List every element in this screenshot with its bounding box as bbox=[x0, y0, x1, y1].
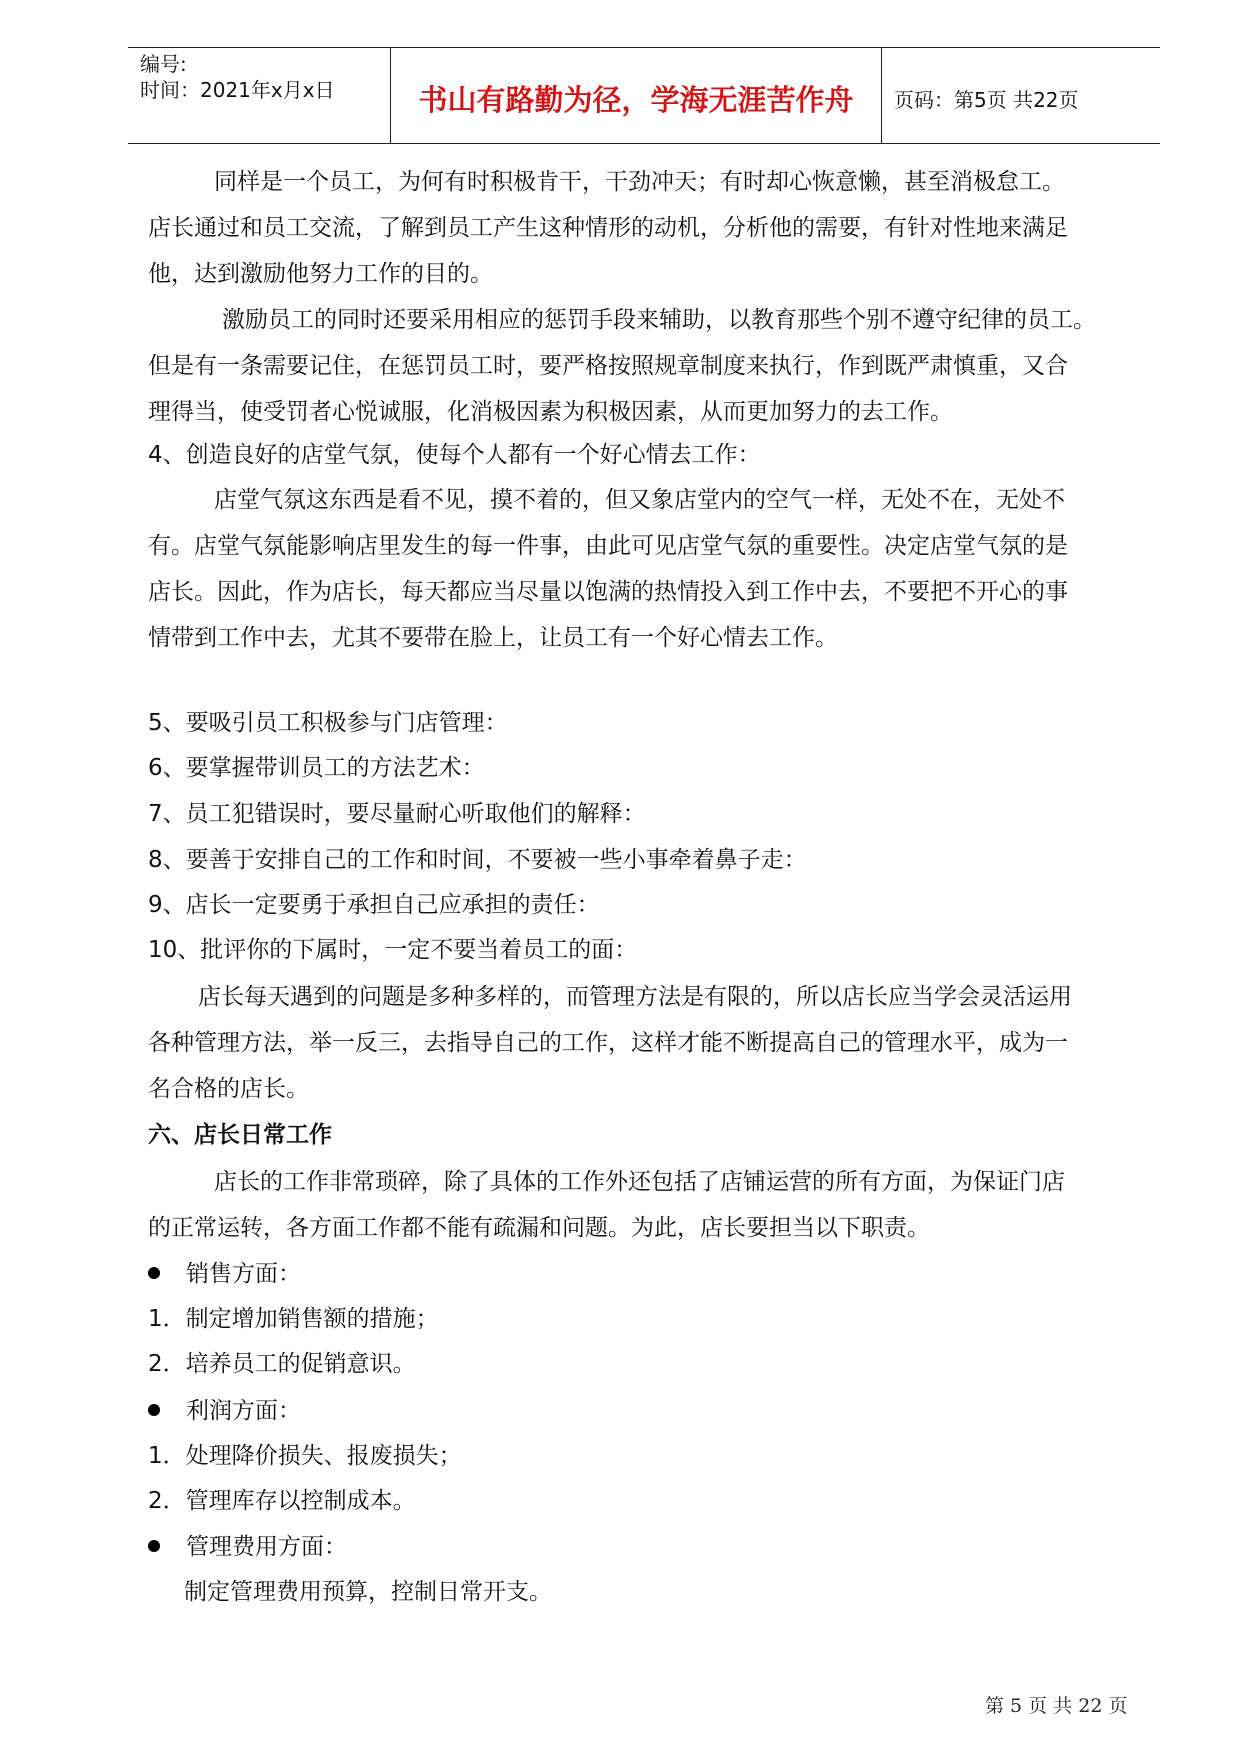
line-text: 但是有一条需要记住，在惩罚员工时，要严格按照规章制度来执行，作到既严肃慎重，又合 bbox=[148, 353, 1068, 379]
bullet-item bbox=[148, 1532, 347, 1562]
text-line bbox=[148, 1349, 416, 1379]
text-line bbox=[184, 1577, 552, 1607]
page-header bbox=[128, 47, 1160, 144]
text-line bbox=[148, 935, 637, 965]
text-line bbox=[148, 351, 1068, 381]
line-text: 2．管理库存以控制成本。 bbox=[148, 1488, 416, 1514]
text-line bbox=[198, 982, 1072, 1012]
bullet-dot-icon bbox=[148, 1404, 160, 1416]
line-text: 有。店堂气氛能影响店里发生的每一件事，由此可见店堂气氛的重要性。决定店堂气氛的是 bbox=[148, 533, 1068, 559]
header-motto: 书山有路勤为径，学海无涯苦作舟 bbox=[418, 83, 854, 117]
header-page-info: 页码：第5页 共22页 bbox=[894, 88, 1079, 112]
text-line bbox=[148, 213, 1068, 243]
bullet-item bbox=[148, 1396, 301, 1426]
text-line bbox=[148, 259, 493, 289]
line-text: 理得当，使受罚者心悦诚服，化消极因素为积极因素，从而更加努力的去工作。 bbox=[148, 399, 953, 425]
line-text: 7、员工犯错误时，要尽量耐心听取他们的解释： bbox=[148, 801, 646, 827]
text-line bbox=[148, 397, 953, 427]
header-page-cell bbox=[880, 48, 1160, 143]
date-label: 时间：2021年x月x日 bbox=[140, 78, 335, 102]
text-line bbox=[214, 1167, 1065, 1197]
text-line bbox=[148, 845, 807, 875]
line-text: 10、批评你的下属时，一定不要当着员工的面： bbox=[148, 937, 638, 963]
bullet-item bbox=[148, 1259, 301, 1289]
text-line bbox=[148, 1486, 416, 1516]
text-line bbox=[214, 485, 1065, 515]
text-line bbox=[148, 1441, 462, 1471]
page-footer: 第 5 页 共 22 页 bbox=[985, 1695, 1128, 1717]
line-text: 店堂气氛这东西是看不见，摸不着的，但又象店堂内的空气一样，无处不在，无处不 bbox=[214, 487, 1065, 513]
line-text: 名合格的店长。 bbox=[148, 1076, 309, 1102]
text-line bbox=[148, 1304, 439, 1334]
line-text: 8、要善于安排自己的工作和时间，不要被一些小事牵着鼻子走： bbox=[148, 847, 807, 873]
line-text: 1．制定增加销售额的措施； bbox=[148, 1306, 439, 1332]
line-text: 的正常运转，各方面工作都不能有疏漏和问题。为此，店长要担当以下职责。 bbox=[148, 1215, 930, 1241]
line-text: 店长的工作非常琐碎，除了具体的工作外还包括了店铺运营的所有方面，为保证门店 bbox=[214, 1169, 1065, 1195]
text-line bbox=[148, 1074, 309, 1104]
line-text: 销售方面： bbox=[186, 1261, 301, 1287]
section-heading bbox=[148, 1120, 332, 1150]
line-text: 6、要掌握带训员工的方法艺术： bbox=[148, 755, 485, 781]
text-line bbox=[148, 890, 600, 920]
text-line bbox=[148, 623, 838, 653]
line-text: 4、创造良好的店堂气氛，使每个人都有一个好心情去工作： bbox=[148, 442, 761, 468]
line-text: 店长通过和员工交流，了解到员工产生这种情形的动机，分析他的需要，有针对性地来满足 bbox=[148, 215, 1068, 241]
text-line bbox=[148, 440, 761, 470]
text-line bbox=[148, 799, 646, 829]
text-line bbox=[148, 577, 1068, 607]
line-text: 情带到工作中去，尤其不要带在脸上，让员工有一个好心情去工作。 bbox=[148, 625, 838, 651]
line-text: 制定管理费用预算，控制日常开支。 bbox=[184, 1579, 552, 1605]
line-text: 2．培养员工的促销意识。 bbox=[148, 1351, 416, 1377]
line-text: 六、店长日常工作 bbox=[148, 1122, 332, 1148]
header-left-cell bbox=[140, 48, 390, 143]
text-line bbox=[148, 531, 1068, 561]
text-line bbox=[222, 305, 1096, 335]
line-text: 店长每天遇到的问题是多种多样的，而管理方法是有限的，所以店长应当学会灵活运用 bbox=[198, 984, 1072, 1010]
line-text: 5、要吸引员工积极参与门店管理： bbox=[148, 710, 508, 736]
text-line bbox=[148, 1213, 930, 1243]
serial-label: 编号: bbox=[140, 52, 187, 76]
text-line bbox=[148, 708, 508, 738]
text-line bbox=[148, 1028, 1068, 1058]
text-line bbox=[148, 753, 485, 783]
bullet-dot-icon bbox=[148, 1540, 160, 1552]
line-text: 利润方面： bbox=[186, 1398, 301, 1424]
text-line bbox=[214, 167, 1065, 197]
line-text: 他，达到激励他努力工作的目的。 bbox=[148, 261, 493, 287]
line-text: 店长。因此，作为店长，每天都应当尽量以饱满的热情投入到工作中去，不要把不开心的事 bbox=[148, 579, 1068, 605]
line-text: 同样是一个员工，为何有时积极肯干，干劲冲天；有时却心恢意懒，甚至消极怠工。 bbox=[214, 169, 1065, 195]
line-text: 激励员工的同时还要采用相应的惩罚手段来辅助，以教育那些个别不遵守纪律的员工。 bbox=[222, 307, 1096, 333]
line-text: 1．处理降价损失、报废损失； bbox=[148, 1443, 462, 1469]
line-text: 9、店长一定要勇于承担自己应承担的责任： bbox=[148, 892, 600, 918]
bullet-dot-icon bbox=[148, 1267, 160, 1279]
line-text: 各种管理方法，举一反三，去指导自己的工作，这样才能不断提高自己的管理水平，成为一 bbox=[148, 1030, 1068, 1056]
header-motto-cell bbox=[390, 48, 882, 143]
line-text: 管理费用方面： bbox=[186, 1534, 347, 1560]
